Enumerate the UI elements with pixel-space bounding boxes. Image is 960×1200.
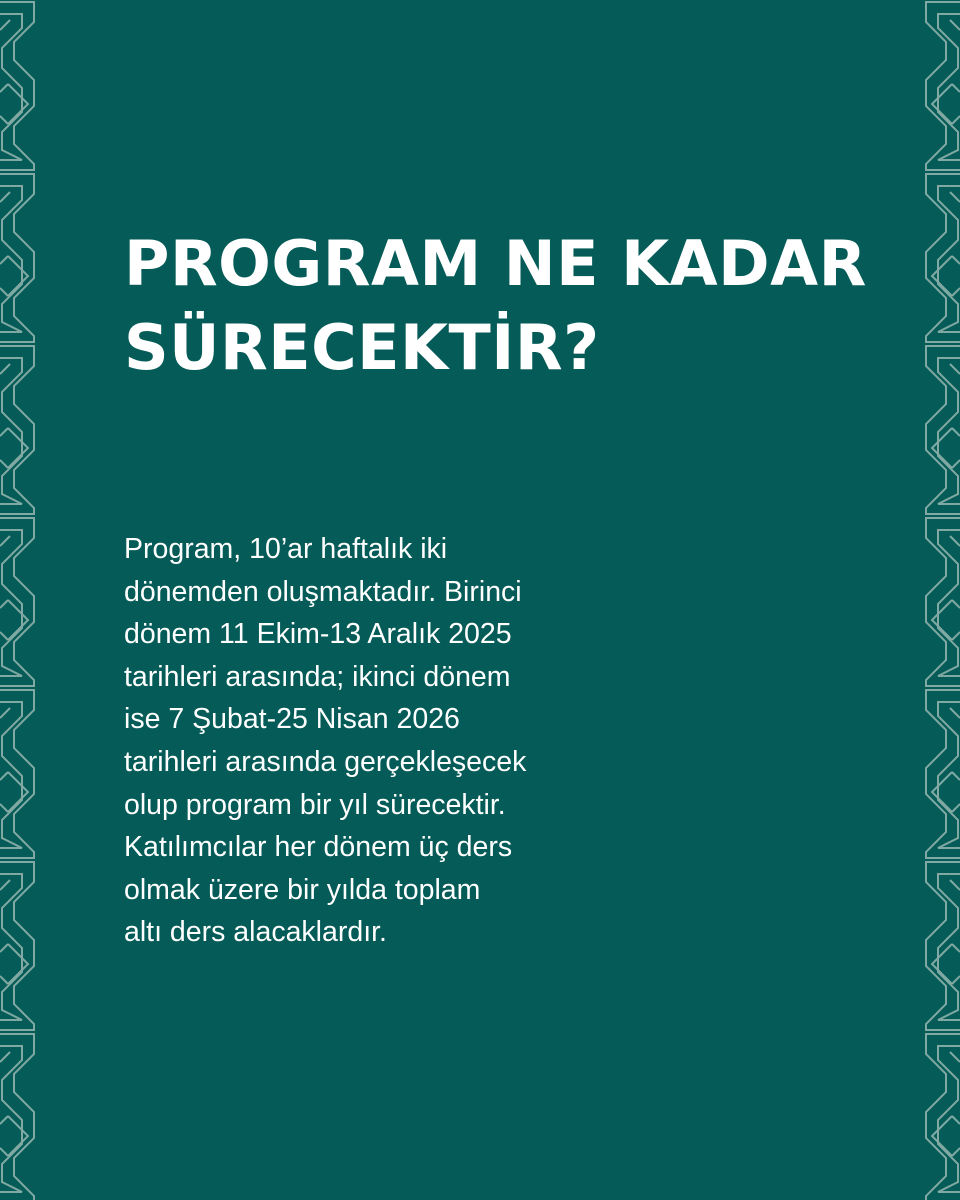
title-line: SÜRECEKTİR? <box>124 311 600 384</box>
body-line: tarihleri arasında; ikinci dönem <box>124 660 511 693</box>
body-line: ise 7 Şubat-25 Nisan 2026 <box>124 703 460 736</box>
body-line: dönem 11 Ekim-13 Aralık 2025 <box>124 618 512 651</box>
body-line: Program, 10’ar haftalık iki <box>124 533 448 565</box>
body-line: olmak üzere bir yılda toplam <box>124 873 481 906</box>
left-ornament-pattern <box>0 0 40 1200</box>
title-line: PROGRAM NE KADAR <box>124 227 867 300</box>
body-line: altı ders alacaklardır. <box>124 916 387 949</box>
right-ornament-pattern <box>921 0 960 1200</box>
body-line: tarihleri arasında gerçekleşecek <box>124 745 527 778</box>
right-ornamental-border <box>921 0 960 1200</box>
page-title <box>124 222 904 390</box>
left-ornamental-border <box>0 0 40 1200</box>
body-paragraph <box>124 528 644 954</box>
body-line: olup program bir yıl sürecektir. <box>124 788 506 821</box>
body-line: dönemden oluşmaktadır. Birinci <box>124 575 522 608</box>
body-line: Katılımcılar her dönem üç ders <box>124 831 513 864</box>
